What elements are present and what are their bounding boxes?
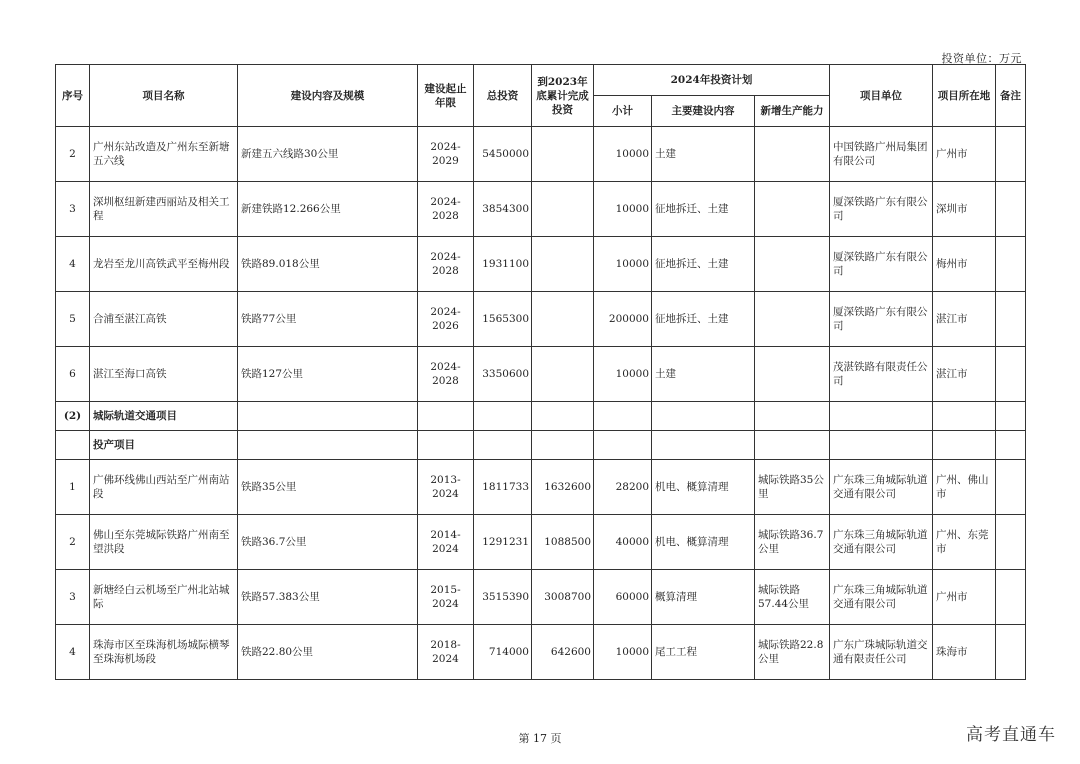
cell-unit: 中国铁路广州局集团有限公司 [830,127,933,182]
cell-cum: 642600 [532,625,594,680]
header-total: 总投资 [474,65,532,127]
cell-subtotal: 10000 [594,237,652,292]
cell-main: 机电、概算清理 [652,515,755,570]
section-seq: (2) [56,402,90,431]
cell-unit: 厦深铁路广东有限公司 [830,182,933,237]
cell-name: 佛山至东莞城际铁路广州南至望洪段 [90,515,238,570]
cell-period: 2024-2029 [418,127,474,182]
cell-total: 3515390 [474,570,532,625]
table-row [56,625,1026,680]
cell-remark [996,292,1026,347]
cell-name: 湛江至海口高铁 [90,347,238,402]
cell-cum [532,292,594,347]
cell-location: 广州市 [933,127,996,182]
cell-main: 征地拆迁、土建 [652,292,755,347]
header-content: 建设内容及规模 [238,65,418,127]
cell-capacity [755,292,830,347]
cell-capacity [755,182,830,237]
cell-unit: 广东珠三角城际轨道交通有限公司 [830,460,933,515]
table-row [56,460,1026,515]
cell-content: 铁路127公里 [238,347,418,402]
table-row [56,127,1026,182]
cell-total: 1291231 [474,515,532,570]
cell-content: 铁路89.018公里 [238,237,418,292]
subsection-title: 投产项目 [90,431,238,460]
cell-cum: 1632600 [532,460,594,515]
cell-period: 2024-2028 [418,237,474,292]
cell-name: 广州东站改造及广州东至新塘五六线 [90,127,238,182]
cell-remark [996,460,1026,515]
cell-capacity: 城际铁路22.8公里 [755,625,830,680]
cell-location: 广州、东莞市 [933,515,996,570]
header-subtotal: 小计 [594,96,652,127]
cell-seq: 4 [56,237,90,292]
cell-main: 征地拆迁、土建 [652,237,755,292]
cell-name: 广佛环线佛山西站至广州南站段 [90,460,238,515]
investment-table [55,64,1026,680]
cell-total: 1811733 [474,460,532,515]
cell-total: 1931100 [474,237,532,292]
cell-remark [996,182,1026,237]
cell-capacity: 城际铁路36.7公里 [755,515,830,570]
cell-remark [996,625,1026,680]
cell-location: 广州、佛山市 [933,460,996,515]
cell-seq: 2 [56,515,90,570]
cell-remark [996,127,1026,182]
cell-unit: 厦深铁路广东有限公司 [830,237,933,292]
cell-main: 土建 [652,347,755,402]
cell-capacity: 城际铁路57.44公里 [755,570,830,625]
cell-total: 3350600 [474,347,532,402]
cell-location: 梅州市 [933,237,996,292]
cell-remark [996,515,1026,570]
cell-location: 广州市 [933,570,996,625]
cell-subtotal: 10000 [594,347,652,402]
header-remark: 备注 [996,65,1026,127]
table-row [56,570,1026,625]
cell-period: 2013-2024 [418,460,474,515]
cell-period: 2015-2024 [418,570,474,625]
watermark: 高考直通车 [966,725,1056,745]
cell-period: 2014-2024 [418,515,474,570]
cell-location: 湛江市 [933,347,996,402]
cell-period: 2024-2028 [418,347,474,402]
cell-seq: 6 [56,347,90,402]
cell-cum [532,182,594,237]
section-row [56,402,1026,431]
cell-unit: 广东珠三角城际轨道交通有限公司 [830,515,933,570]
cell-cum [532,237,594,292]
cell-subtotal: 40000 [594,515,652,570]
cell-period: 2024-2028 [418,182,474,237]
cell-name: 龙岩至龙川高铁武平至梅州段 [90,237,238,292]
cell-main: 概算清理 [652,570,755,625]
cell-period: 2018-2024 [418,625,474,680]
table-row [56,182,1026,237]
cell-cum [532,347,594,402]
cell-subtotal: 200000 [594,292,652,347]
header-seq: 序号 [56,65,90,127]
cell-main: 征地拆迁、土建 [652,182,755,237]
cell-subtotal: 10000 [594,625,652,680]
cell-seq: 5 [56,292,90,347]
cell-seq: 4 [56,625,90,680]
cell-seq: 3 [56,182,90,237]
cell-content: 铁路22.80公里 [238,625,418,680]
cell-main: 机电、概算清理 [652,460,755,515]
cell-subtotal: 28200 [594,460,652,515]
header-cum2023: 到2023年底累计完成投资 [532,65,594,127]
cell-content: 铁路36.7公里 [238,515,418,570]
cell-capacity [755,347,830,402]
cell-location: 珠海市 [933,625,996,680]
page-number: 第 17 页 [518,732,562,745]
cell-content: 新建铁路12.266公里 [238,182,418,237]
cell-period: 2024-2026 [418,292,474,347]
cell-remark [996,347,1026,402]
header-period: 建设起止年限 [418,65,474,127]
cell-subtotal: 60000 [594,570,652,625]
cell-location: 深圳市 [933,182,996,237]
cell-main: 土建 [652,127,755,182]
subsection-row [56,431,1026,460]
table-row [56,237,1026,292]
cell-seq: 1 [56,460,90,515]
cell-content: 铁路77公里 [238,292,418,347]
cell-unit: 广东珠三角城际轨道交通有限公司 [830,570,933,625]
cell-unit: 广东广珠城际轨道交通有限责任公司 [830,625,933,680]
cell-seq: 3 [56,570,90,625]
cell-content: 铁路57.383公里 [238,570,418,625]
header-plan2024: 2024年投资计划 [594,65,830,96]
section-title: 城际轨道交通项目 [90,402,238,431]
cell-unit: 厦深铁路广东有限公司 [830,292,933,347]
cell-name: 新塘经白云机场至广州北站城际 [90,570,238,625]
cell-seq: 2 [56,127,90,182]
cell-capacity [755,127,830,182]
header-new-capacity: 新增生产能力 [755,96,830,127]
cell-total: 1565300 [474,292,532,347]
cell-unit: 茂湛铁路有限责任公司 [830,347,933,402]
cell-remark [996,237,1026,292]
cell-total: 5450000 [474,127,532,182]
table-row [56,347,1026,402]
cell-name: 合浦至湛江高铁 [90,292,238,347]
cell-content: 铁路35公里 [238,460,418,515]
cell-capacity: 城际铁路35公里 [755,460,830,515]
cell-cum: 1088500 [532,515,594,570]
cell-subtotal: 10000 [594,182,652,237]
cell-subtotal: 10000 [594,127,652,182]
cell-remark [996,570,1026,625]
cell-total: 3854300 [474,182,532,237]
header-location: 项目所在地 [933,65,996,127]
header-main-content: 主要建设内容 [652,96,755,127]
cell-capacity [755,237,830,292]
cell-name: 珠海市区至珠海机场城际横琴至珠海机场段 [90,625,238,680]
cell-content: 新建五六线路30公里 [238,127,418,182]
header-name: 项目名称 [90,65,238,127]
cell-location: 湛江市 [933,292,996,347]
cell-total: 714000 [474,625,532,680]
table-row [56,292,1026,347]
unit-note: 投资单位：万元 [941,52,1022,65]
cell-cum: 3008700 [532,570,594,625]
header-unit: 项目单位 [830,65,933,127]
table-row [56,515,1026,570]
cell-main: 尾工工程 [652,625,755,680]
cell-cum [532,127,594,182]
cell-name: 深圳枢纽新建西丽站及相关工程 [90,182,238,237]
